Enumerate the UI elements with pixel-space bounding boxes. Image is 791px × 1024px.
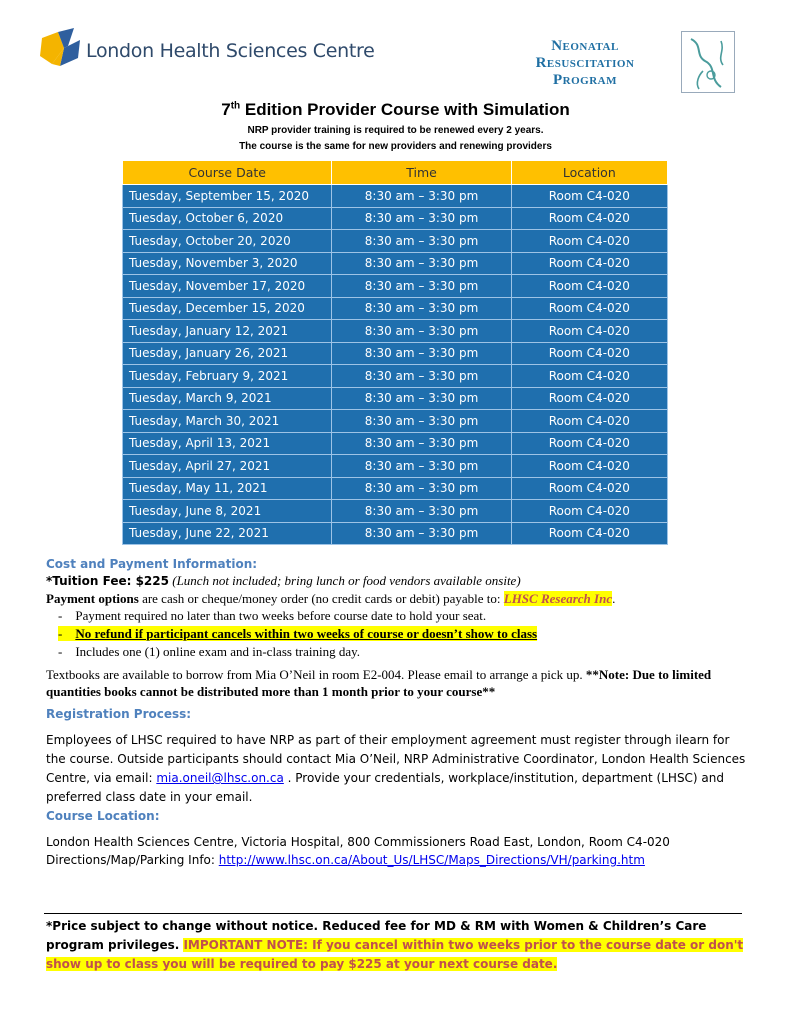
table-row — [123, 185, 668, 208]
subtitle-same-course: The course is the same for new providers and renewing providers — [239, 141, 552, 152]
org-name: London Health Sciences Centre — [86, 40, 375, 62]
table-header-row — [123, 161, 668, 185]
time-cell: 8:30 am – 3:30 pm — [332, 477, 511, 500]
course-date-cell: Tuesday, December 15, 2020 — [123, 297, 332, 320]
table-row — [123, 252, 668, 275]
table-row — [123, 387, 668, 410]
location-cell: Room C4-020 — [511, 207, 667, 230]
location-cell: Room C4-020 — [511, 365, 667, 388]
course-date-cell: Tuesday, April 13, 2021 — [123, 432, 332, 455]
payee-name: LHSC Research Inc — [503, 591, 613, 606]
time-cell: 8:30 am – 3:30 pm — [332, 410, 511, 433]
nrp-logo-icon — [681, 31, 735, 93]
table-row — [123, 320, 668, 343]
course-date-cell: Tuesday, March 30, 2021 — [123, 410, 332, 433]
location-address: London Health Sciences Centre, Victoria Hospital, 800 Commissioners Road East, London, Room C4-020 — [46, 835, 670, 849]
location-cell: Room C4-020 — [511, 387, 667, 410]
bullet-payment-deadline: - Payment required no later than two weeks before course date to hold your seat. — [58, 608, 487, 623]
table-row — [123, 297, 668, 320]
location-cell: Room C4-020 — [511, 275, 667, 298]
bullet-no-refund: - No refund if participant cancels within two weeks of course or doesn’t show to class — [58, 626, 538, 641]
time-cell: 8:30 am – 3:30 pm — [332, 320, 511, 343]
table-row — [123, 522, 668, 545]
table-row — [123, 275, 668, 298]
course-date-cell: Tuesday, November 3, 2020 — [123, 252, 332, 275]
table-row — [123, 477, 668, 500]
bullet-includes-exam: - Includes one (1) online exam and in-class training day. — [58, 644, 361, 659]
table-row — [123, 455, 668, 478]
location-cell: Room C4-020 — [511, 522, 667, 545]
tuition-fee-line: *Tuition Fee: $225 (Lunch not included; bring lunch or food vendors available onsite) — [46, 573, 521, 588]
location-cell: Room C4-020 — [511, 432, 667, 455]
contact-email-link[interactable]: mia.oneil@lhsc.on.ca — [156, 771, 284, 785]
table-row — [123, 230, 668, 253]
program-title: Neonatal Resuscitation Program — [535, 38, 635, 88]
time-cell: 8:30 am – 3:30 pm — [332, 432, 511, 455]
course-date-cell: Tuesday, June 8, 2021 — [123, 500, 332, 523]
course-date-cell: Tuesday, May 11, 2021 — [123, 477, 332, 500]
footer-divider — [44, 913, 742, 914]
course-date-cell: Tuesday, February 9, 2021 — [123, 365, 332, 388]
time-cell: 8:30 am – 3:30 pm — [332, 252, 511, 275]
time-cell: 8:30 am – 3:30 pm — [332, 387, 511, 410]
cost-heading: Cost and Payment Information: — [46, 557, 258, 571]
location-cell: Room C4-020 — [511, 252, 667, 275]
location-heading: Course Location: — [46, 809, 160, 823]
time-cell: 8:30 am – 3:30 pm — [332, 185, 511, 208]
time-cell: 8:30 am – 3:30 pm — [332, 275, 511, 298]
location-cell: Room C4-020 — [511, 500, 667, 523]
course-date-cell: Tuesday, April 27, 2021 — [123, 455, 332, 478]
header-time: Time — [332, 161, 511, 185]
course-date-cell: Tuesday, September 15, 2020 — [123, 185, 332, 208]
location-cell: Room C4-020 — [511, 230, 667, 253]
table-row — [123, 207, 668, 230]
location-cell: Room C4-020 — [511, 342, 667, 365]
table-row — [123, 410, 668, 433]
location-cell: Room C4-020 — [511, 477, 667, 500]
registration-text: Employees of LHSC required to have NRP as part of their employment agreement must register through ilearn for the course. Outside participants should contact Mia O’Neil, NRP Administrative Coordinator, London Health Sciences Centre, via email: mia.oneil@lhsc.on.ca . Provide your credentials, workplace/institution, department (LHSC) and preferred class date in your email. — [46, 733, 746, 804]
textbook-info: Textbooks are available to borrow from Mia O’Neil in room E2-004. Please email to arrange a pick up. **Note: Due to limited quantities books cannot be distributed more than 1 month prior to your course** — [46, 667, 712, 699]
location-cell: Room C4-020 — [511, 297, 667, 320]
table-row — [123, 432, 668, 455]
registration-heading: Registration Process: — [46, 707, 192, 721]
location-cell: Room C4-020 — [511, 185, 667, 208]
time-cell: 8:30 am – 3:30 pm — [332, 365, 511, 388]
time-cell: 8:30 am – 3:30 pm — [332, 230, 511, 253]
page-title: 7th Edition Provider Course with Simulation — [221, 100, 570, 119]
course-date-cell: Tuesday, January 12, 2021 — [123, 320, 332, 343]
time-cell: 8:30 am – 3:30 pm — [332, 342, 511, 365]
time-cell: 8:30 am – 3:30 pm — [332, 500, 511, 523]
time-cell: 8:30 am – 3:30 pm — [332, 522, 511, 545]
time-cell: 8:30 am – 3:30 pm — [332, 207, 511, 230]
course-date-cell: Tuesday, November 17, 2020 — [123, 275, 332, 298]
lhsc-logo-icon — [40, 28, 82, 68]
payment-options-line: Payment options are cash or cheque/money order (no credit cards or debit) payable to: LHSC Research Inc. — [46, 591, 616, 606]
location-cell: Room C4-020 — [511, 410, 667, 433]
table-row — [123, 365, 668, 388]
course-date-cell: Tuesday, June 22, 2021 — [123, 522, 332, 545]
time-cell: 8:30 am – 3:30 pm — [332, 455, 511, 478]
course-schedule-table — [122, 160, 668, 545]
course-date-cell: Tuesday, January 26, 2021 — [123, 342, 332, 365]
table-row — [123, 500, 668, 523]
header-course-date: Course Date — [123, 161, 332, 185]
time-cell: 8:30 am – 3:30 pm — [332, 297, 511, 320]
header-location: Location — [511, 161, 667, 185]
directions-line: Directions/Map/Parking Info: http://www.lhsc.on.ca/About_Us/LHSC/Maps_Directions/VH/parking.htm — [46, 853, 645, 867]
directions-link[interactable]: http://www.lhsc.on.ca/About_Us/LHSC/Maps_Directions/VH/parking.htm — [218, 853, 645, 867]
footer-note: *Price subject to change without notice. Reduced fee for MD & RM with Women & Children’s Care program privileges. IMPORTANT NOTE: If you cancel within two weeks prior to the course date or don't show up to class you will be required to pay $225 at your next course date. — [46, 919, 744, 971]
location-cell: Room C4-020 — [511, 320, 667, 343]
course-date-cell: Tuesday, October 6, 2020 — [123, 207, 332, 230]
course-date-cell: Tuesday, March 9, 2021 — [123, 387, 332, 410]
table-row — [123, 342, 668, 365]
course-date-cell: Tuesday, October 20, 2020 — [123, 230, 332, 253]
subtitle-renewal: NRP provider training is required to be renewed every 2 years. — [247, 125, 544, 136]
location-cell: Room C4-020 — [511, 455, 667, 478]
